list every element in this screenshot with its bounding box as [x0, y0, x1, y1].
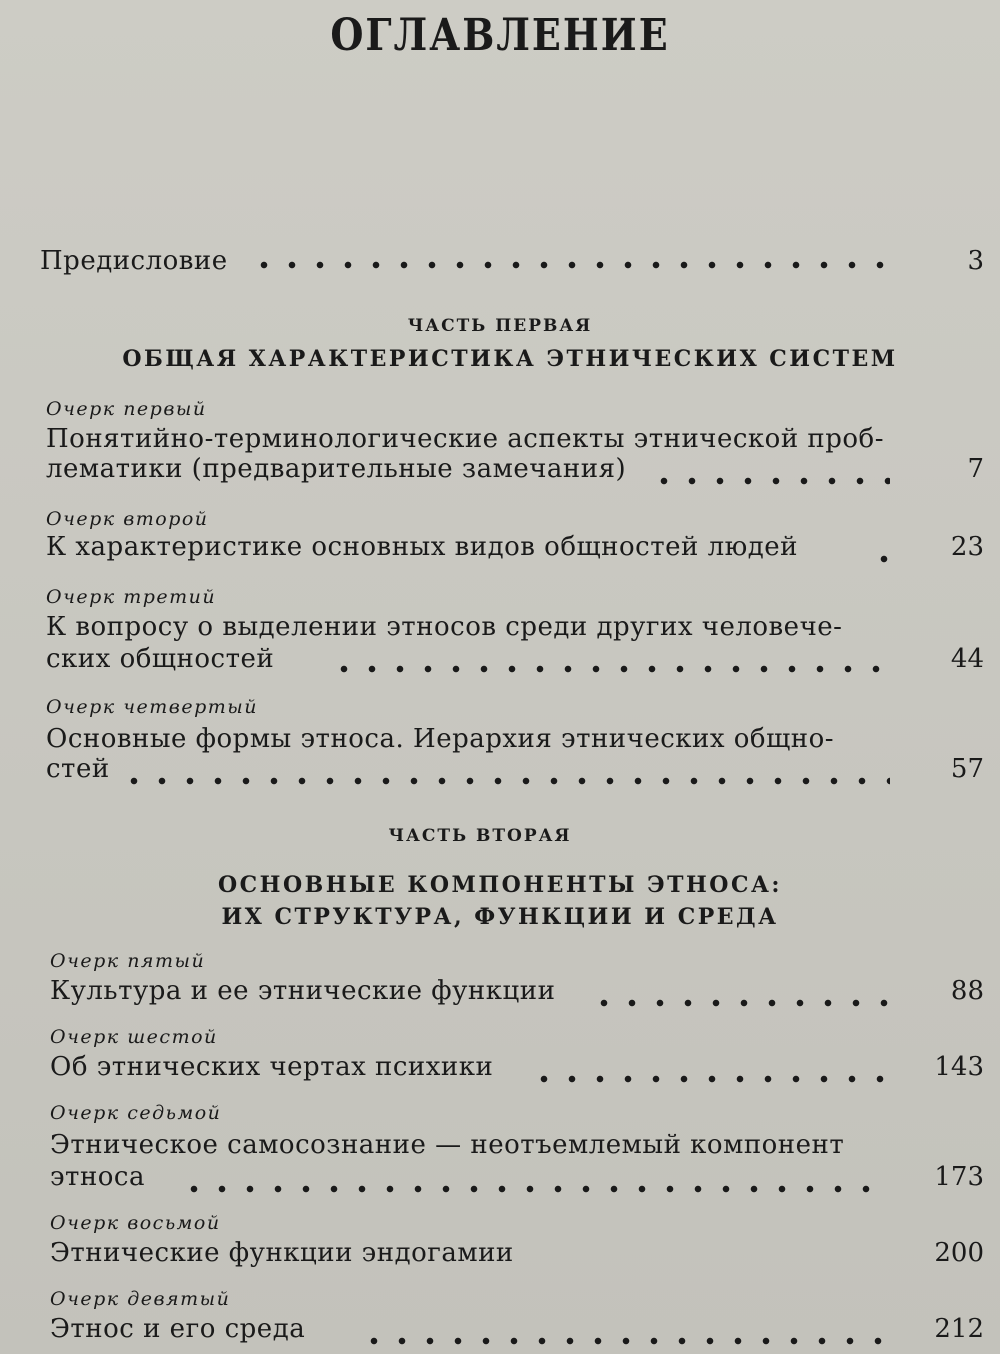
part-two-label: ЧАСТЬ ВТОРАЯ	[388, 826, 572, 846]
essay-title-line: К вопросу о выделении этносов среди других человече-	[46, 612, 843, 642]
leader-dots	[590, 998, 890, 1008]
leader-dots	[360, 1336, 890, 1346]
part-one-heading: ОБЩАЯ ХАРАКТЕРИСТИКА ЭТНИЧЕСКИХ СИСТЕМ	[122, 346, 898, 372]
entry-label: Предисловие	[40, 246, 228, 276]
page-number: 212	[934, 1314, 984, 1344]
leader-dots	[250, 260, 890, 270]
toc-entry	[0, 754, 1000, 794]
essay-title-line: Культура и ее этнические функции	[50, 976, 556, 1006]
toc-entry	[0, 1052, 1000, 1092]
essay-title-line: Понятийно-терминологические аспекты этнической проб-	[46, 424, 884, 454]
leader-dots	[120, 776, 890, 786]
toc-entry	[0, 1238, 1000, 1278]
essay-title-line: лематики (предварительные замечания)	[46, 454, 627, 484]
leader-dots	[330, 664, 890, 674]
page-number: 3	[967, 246, 984, 276]
essay-title-line: ских общностей	[46, 644, 275, 674]
toc-entry	[0, 454, 1000, 494]
essay-title-line: стей	[46, 754, 110, 784]
toc-entry-preface	[0, 246, 1000, 286]
essay-number: Очерк первый	[46, 398, 207, 420]
toc-entry	[0, 532, 1000, 572]
essay-title-line: К характеристике основных видов общностей людей	[46, 532, 798, 562]
part-two-heading-line2: ИХ СТРУКТУРА, ФУНКЦИИ И СРЕДА	[221, 904, 779, 930]
page-number: 88	[950, 976, 984, 1006]
essay-title-line: Этническое самосознание — неотъемлемый компонент	[50, 1130, 845, 1160]
leader-dots	[650, 476, 890, 486]
page-number: 173	[934, 1162, 984, 1192]
leader-dots	[870, 554, 890, 564]
essay-title-line: Этнос и его среда	[50, 1314, 306, 1344]
part-two-heading-line1: ОСНОВНЫЕ КОМПОНЕНТЫ ЭТНОСА:	[217, 872, 782, 898]
part-one-label: ЧАСТЬ ПЕРВАЯ	[407, 316, 593, 336]
essay-title-line: Основные формы этноса. Иерархия этнических общно-	[46, 724, 835, 754]
toc-entry	[0, 1162, 1000, 1202]
toc-title: ОГЛАВЛЕНИЕ	[330, 8, 670, 61]
essay-number: Очерк четвертый	[46, 696, 258, 718]
essay-number: Очерк восьмой	[50, 1212, 221, 1234]
page-number: 143	[934, 1052, 984, 1082]
leader-dots	[180, 1184, 890, 1194]
page-number: 200	[934, 1238, 984, 1268]
essay-number: Очерк седьмой	[50, 1102, 222, 1124]
essay-number: Очерк шестой	[50, 1026, 218, 1048]
essay-number: Очерк третий	[46, 586, 217, 608]
toc-entry	[0, 1314, 1000, 1354]
page-number: 57	[950, 754, 984, 784]
essay-title-line: Этнические функции эндогамии	[50, 1238, 514, 1268]
page-number: 23	[950, 532, 984, 562]
toc-entry	[0, 644, 1000, 684]
essay-number: Очерк пятый	[50, 950, 206, 972]
essay-title-line: этноса	[50, 1162, 145, 1192]
essay-number: Очерк девятый	[50, 1288, 231, 1310]
leader-dots	[530, 1074, 890, 1084]
essay-title-line: Об этнических чертах психики	[50, 1052, 494, 1082]
page-number: 44	[950, 644, 984, 674]
toc-entry	[0, 976, 1000, 1016]
page-number: 7	[967, 454, 984, 484]
essay-number: Очерк второй	[46, 508, 209, 530]
